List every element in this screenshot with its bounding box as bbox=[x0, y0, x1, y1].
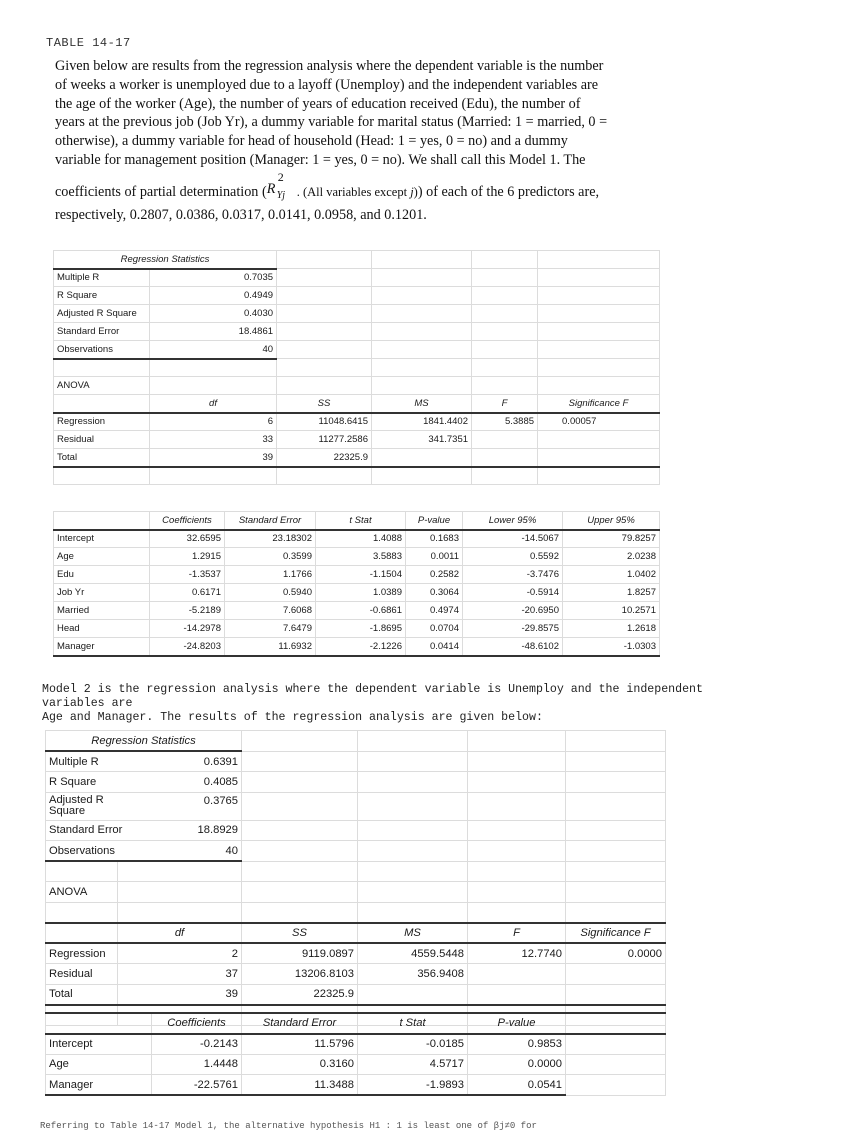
cell: -0.6861 bbox=[316, 602, 406, 620]
r-letter: R bbox=[266, 180, 276, 197]
cell: 0.0704 bbox=[406, 620, 463, 638]
cell: -24.8203 bbox=[150, 638, 225, 656]
cell: 0.1683 bbox=[406, 530, 463, 548]
table-row bbox=[54, 584, 660, 602]
cell: 1.4088 bbox=[316, 530, 406, 548]
stat-value: 0.6391 bbox=[203, 755, 238, 768]
col-header: SS bbox=[277, 395, 372, 413]
table-row bbox=[46, 964, 666, 985]
row-label: Manager bbox=[46, 1075, 152, 1096]
col-header: Lower 95% bbox=[463, 512, 563, 530]
cell: 22325.9 bbox=[277, 449, 372, 467]
cell: 0.4974 bbox=[406, 602, 463, 620]
reg-stats-title-row bbox=[54, 251, 660, 269]
table-row bbox=[46, 751, 666, 772]
cell: 1.2618 bbox=[563, 620, 660, 638]
col-header: Coefficients bbox=[150, 512, 225, 530]
col-header: df bbox=[150, 395, 277, 413]
paren-close: ) bbox=[413, 184, 418, 199]
table-row bbox=[54, 413, 660, 431]
cell: 39 bbox=[118, 984, 242, 1005]
stat-value: 0.4030 bbox=[150, 305, 277, 323]
cell: 0.2582 bbox=[406, 566, 463, 584]
intro-line: variable for management position (Manager: 1 = yes, 0 = no). We shall call this Model 1. The bbox=[55, 151, 586, 168]
stat-label: Standard Error bbox=[49, 824, 123, 837]
cell: 356.9408 bbox=[358, 964, 468, 985]
col-header: Standard Error bbox=[225, 512, 316, 530]
model2-line: Model 2 is the regression analysis where the dependent variable is Unemploy and the independent bbox=[42, 683, 703, 696]
col-header: P-value bbox=[406, 512, 463, 530]
col-header: Standard Error bbox=[242, 1013, 358, 1034]
stat-label: Adjusted R Square bbox=[49, 794, 104, 817]
row-label: Intercept bbox=[46, 1034, 152, 1055]
row-label: Age bbox=[54, 548, 150, 566]
cell: 0.0011 bbox=[406, 548, 463, 566]
r-superscript: 2 bbox=[277, 169, 284, 184]
cell: 12.7740 bbox=[468, 943, 566, 964]
cell: 341.7351 bbox=[372, 431, 472, 449]
table-row bbox=[54, 638, 660, 656]
row-label: Regression bbox=[46, 943, 118, 964]
stat-label: Multiple R bbox=[54, 269, 150, 287]
cell: 37 bbox=[118, 964, 242, 985]
stat-value: 18.8929 bbox=[197, 824, 238, 837]
cell: -1.9893 bbox=[358, 1075, 468, 1096]
stat-row bbox=[46, 772, 242, 793]
cell: 13206.8103 bbox=[242, 964, 358, 985]
paren-j: j bbox=[410, 184, 414, 199]
coef-header-row bbox=[46, 1013, 666, 1034]
stat-row bbox=[46, 820, 242, 841]
row-label: Manager bbox=[54, 638, 150, 656]
table-row bbox=[54, 341, 660, 359]
cell: -29.8575 bbox=[463, 620, 563, 638]
cell: -1.0303 bbox=[563, 638, 660, 656]
stat-row bbox=[46, 751, 242, 772]
anova-title-row bbox=[54, 377, 660, 395]
col-header: MS bbox=[372, 395, 472, 413]
intro-line: of weeks a worker is unemployed due to a layoff (Unemploy) and the independent variables are bbox=[55, 76, 599, 93]
cell: 0.3599 bbox=[225, 548, 316, 566]
cell: -1.8695 bbox=[316, 620, 406, 638]
cell: 79.8257 bbox=[563, 530, 660, 548]
stat-label: Multiple R bbox=[49, 755, 99, 768]
intro-line: otherwise), a dummy variable for head of household (Head: 1 = yes, 0 = no) and a dummy bbox=[55, 133, 568, 150]
formula-suffix: ) of each of the 6 predictors are, bbox=[417, 183, 600, 200]
model2-line: Age and Manager. The results of the regression analysis are given below: bbox=[42, 711, 543, 724]
row-label: Intercept bbox=[54, 530, 150, 548]
table-row bbox=[54, 602, 660, 620]
row-label: Married bbox=[54, 602, 150, 620]
cell: 7.6068 bbox=[225, 602, 316, 620]
cell: 6 bbox=[150, 413, 277, 431]
col-header: Upper 95% bbox=[563, 512, 660, 530]
col-header: Coefficients bbox=[152, 1013, 242, 1034]
all-variables-text bbox=[297, 185, 418, 199]
table-row bbox=[54, 548, 660, 566]
stat-label: Adjusted R Square bbox=[54, 305, 150, 323]
coef-header-row bbox=[54, 512, 660, 530]
stat-value: 0.4949 bbox=[150, 287, 277, 305]
stat-label: R Square bbox=[54, 287, 150, 305]
cell: 1.2915 bbox=[150, 548, 225, 566]
table-row bbox=[46, 792, 666, 820]
cell: 1.0402 bbox=[563, 566, 660, 584]
cell: 32.6595 bbox=[150, 530, 225, 548]
stat-value: 18.4861 bbox=[150, 323, 277, 341]
reg-stats-title: Regression Statistics bbox=[46, 731, 242, 752]
col-header: df bbox=[118, 923, 242, 944]
table-row bbox=[46, 772, 666, 793]
row-label: Regression bbox=[54, 413, 150, 431]
cell: 11.5796 bbox=[242, 1034, 358, 1055]
cell: 0.00057 bbox=[538, 413, 660, 431]
cell: 5.3885 bbox=[472, 413, 538, 431]
formula-prefix: coefficients of partial determination ( bbox=[55, 183, 267, 200]
stat-row bbox=[46, 792, 242, 820]
cell: -0.2143 bbox=[152, 1034, 242, 1055]
col-header: MS bbox=[358, 923, 468, 944]
cell: 0.5940 bbox=[225, 584, 316, 602]
intro-formula-line bbox=[55, 169, 705, 202]
anova-title: ANOVA bbox=[54, 377, 150, 395]
table-row bbox=[54, 269, 660, 287]
model1-table bbox=[53, 250, 660, 485]
cell: 11277.2586 bbox=[277, 431, 372, 449]
stat-label: Observations bbox=[54, 341, 150, 359]
intro-line: Given below are results from the regression analysis where the dependent variable is the number bbox=[55, 58, 604, 74]
cell: -22.5761 bbox=[152, 1075, 242, 1096]
table-row bbox=[54, 323, 660, 341]
row-label: Total bbox=[54, 449, 150, 467]
stat-value: 40 bbox=[225, 844, 238, 857]
col-header: t Stat bbox=[316, 512, 406, 530]
cell: 22325.9 bbox=[242, 984, 358, 1005]
cell: 11.3488 bbox=[242, 1075, 358, 1096]
cell: 2.0238 bbox=[563, 548, 660, 566]
table-row bbox=[46, 1034, 666, 1055]
paren-text: . (All variables except bbox=[296, 184, 411, 199]
model2-table bbox=[45, 730, 666, 1026]
r-subscript: Yj bbox=[276, 189, 286, 201]
cell: -14.5067 bbox=[463, 530, 563, 548]
model2-intro bbox=[42, 683, 703, 725]
row-label: Job Yr bbox=[54, 584, 150, 602]
stat-value: 0.3765 bbox=[203, 795, 238, 807]
cell: 9119.0897 bbox=[242, 943, 358, 964]
intro-line: respectively, 0.2807, 0.0386, 0.0317, 0.0141, 0.0958, and 0.1201. bbox=[55, 206, 427, 223]
cell: 0.3064 bbox=[406, 584, 463, 602]
reg-stats-title: Regression Statistics bbox=[54, 251, 277, 269]
col-header: t Stat bbox=[358, 1013, 468, 1034]
cell: 2 bbox=[118, 943, 242, 964]
cell: -20.6950 bbox=[463, 602, 563, 620]
anova-header-row bbox=[54, 395, 660, 413]
table-row bbox=[46, 1075, 666, 1096]
cut-off-footer-text: Referring to Table 14-17 Model 1, the alternative hypothesis H1 : 1 is least one of βj≠0 for bbox=[40, 1121, 537, 1131]
cell: 11048.6415 bbox=[277, 413, 372, 431]
table-row bbox=[46, 943, 666, 964]
cell: 1.1766 bbox=[225, 566, 316, 584]
row-label: Residual bbox=[54, 431, 150, 449]
cell: 4.5717 bbox=[358, 1054, 468, 1075]
cell: -1.3537 bbox=[150, 566, 225, 584]
cell: -0.5914 bbox=[463, 584, 563, 602]
cell: 0.3160 bbox=[242, 1054, 358, 1075]
row-label: Total bbox=[46, 984, 118, 1005]
cell: 11.6932 bbox=[225, 638, 316, 656]
cell: 0.9853 bbox=[468, 1034, 566, 1055]
table-row bbox=[46, 984, 666, 1005]
col-header: F bbox=[472, 395, 538, 413]
col-header: SS bbox=[242, 923, 358, 944]
model2-coef-table bbox=[45, 1012, 666, 1096]
col-header: P-value bbox=[468, 1013, 566, 1034]
cell: 0.0000 bbox=[468, 1054, 566, 1075]
stat-value: 40 bbox=[150, 341, 277, 359]
stat-value: 0.4085 bbox=[203, 775, 238, 788]
cell: 10.2571 bbox=[563, 602, 660, 620]
cell: -14.2978 bbox=[150, 620, 225, 638]
table-row bbox=[54, 287, 660, 305]
table-row bbox=[54, 431, 660, 449]
table-label: TABLE 14-17 bbox=[46, 36, 131, 50]
cell: 0.5592 bbox=[463, 548, 563, 566]
table-row bbox=[54, 305, 660, 323]
col-header: Significance F bbox=[566, 923, 666, 944]
cell: 23.18302 bbox=[225, 530, 316, 548]
intro-paragraph bbox=[55, 57, 705, 224]
col-header: Significance F bbox=[538, 395, 660, 413]
cell: 0.6171 bbox=[150, 584, 225, 602]
cell: 0.0541 bbox=[468, 1075, 566, 1096]
stat-label: Observations bbox=[49, 844, 115, 857]
model1-coef-table bbox=[53, 511, 660, 657]
row-label: Edu bbox=[54, 566, 150, 584]
cell: -0.0185 bbox=[358, 1034, 468, 1055]
cell: 1.4448 bbox=[152, 1054, 242, 1075]
anova-header-row bbox=[46, 923, 666, 944]
cell: 39 bbox=[150, 449, 277, 467]
cell: -5.2189 bbox=[150, 602, 225, 620]
reg-stats-title-row bbox=[46, 731, 666, 752]
table-row bbox=[46, 1054, 666, 1075]
table-row bbox=[46, 841, 666, 862]
cell: 1.0389 bbox=[316, 584, 406, 602]
stat-value: 0.7035 bbox=[150, 269, 277, 287]
table-row bbox=[46, 820, 666, 841]
cell: 0.0414 bbox=[406, 638, 463, 656]
table-row bbox=[54, 566, 660, 584]
row-label: Residual bbox=[46, 964, 118, 985]
cell: 3.5883 bbox=[316, 548, 406, 566]
cell: 33 bbox=[150, 431, 277, 449]
table-row bbox=[54, 449, 660, 467]
table-row bbox=[54, 620, 660, 638]
stat-label: Standard Error bbox=[54, 323, 150, 341]
partial-r-symbol bbox=[266, 169, 297, 201]
cell: 1841.4402 bbox=[372, 413, 472, 431]
cell: 4559.5448 bbox=[358, 943, 468, 964]
anova-title-row bbox=[46, 882, 666, 903]
col-header: F bbox=[468, 923, 566, 944]
cell: 7.6479 bbox=[225, 620, 316, 638]
cell: 0.0000 bbox=[566, 943, 666, 964]
table-row bbox=[54, 530, 660, 548]
cell: -1.1504 bbox=[316, 566, 406, 584]
intro-line: years at the previous job (Job Yr), a dummy variable for marital status (Married: 1 = married, 0 = bbox=[55, 114, 608, 131]
cell: -3.7476 bbox=[463, 566, 563, 584]
cell: -2.1226 bbox=[316, 638, 406, 656]
model2-line: variables are bbox=[42, 697, 133, 710]
intro-line: the age of the worker (Age), the number of years of education received (Edu), the number of bbox=[55, 95, 581, 112]
anova-title: ANOVA bbox=[46, 882, 118, 903]
row-label: Age bbox=[46, 1054, 152, 1075]
cell: 1.8257 bbox=[563, 584, 660, 602]
cell: -48.6102 bbox=[463, 638, 563, 656]
row-label: Head bbox=[54, 620, 150, 638]
stat-label: R Square bbox=[49, 775, 97, 788]
stat-row bbox=[46, 841, 242, 862]
